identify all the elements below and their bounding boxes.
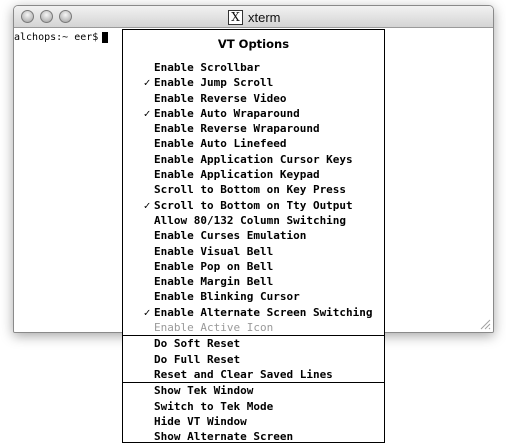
menu-item-label: Enable Application Cursor Keys bbox=[154, 152, 353, 166]
menu-item-switch-to-tek-mode[interactable] bbox=[123, 399, 384, 414]
checkmark-icon: ✓ bbox=[143, 76, 151, 90]
resize-grip-icon[interactable] bbox=[479, 318, 491, 330]
menu-item-label: Enable Blinking Cursor bbox=[154, 290, 300, 304]
text-cursor bbox=[102, 32, 108, 43]
menu-item-label: Do Soft Reset bbox=[154, 337, 241, 351]
menu-item-label: Show Tek Window bbox=[154, 384, 254, 398]
menu-item-label: Enable Jump Scroll bbox=[154, 76, 274, 90]
menu-item-label: Scroll to Bottom on Key Press bbox=[154, 183, 347, 197]
menu-item-enable-active-icon bbox=[123, 320, 384, 335]
menu-item-enable-application-keypad[interactable] bbox=[123, 167, 384, 182]
menu-item-enable-pop-on-bell[interactable] bbox=[123, 259, 384, 274]
x-icon: X bbox=[228, 10, 243, 25]
menu-item-label: Enable Reverse Video bbox=[154, 91, 287, 105]
checkmark-icon: ✓ bbox=[143, 198, 151, 212]
title-bar[interactable] bbox=[14, 6, 493, 28]
menu-item-enable-auto-linefeed[interactable] bbox=[123, 136, 384, 151]
shell-prompt: alchops:~ eer$ bbox=[14, 32, 99, 43]
menu-item-label: Enable Scrollbar bbox=[154, 61, 260, 74]
menu-item-hide-vt-window[interactable] bbox=[123, 414, 384, 429]
menu-item-label: Enable Active Icon bbox=[154, 321, 274, 335]
menu-item-scroll-to-bottom-on-key-press[interactable] bbox=[123, 182, 384, 197]
menu-item-do-full-reset[interactable] bbox=[123, 352, 384, 367]
menu-item-label: Enable Margin Bell bbox=[154, 275, 274, 289]
menu-item-label: Enable Curses Emulation bbox=[154, 229, 307, 243]
menu-item-enable-blinking-cursor[interactable] bbox=[123, 289, 384, 304]
close-window-button[interactable] bbox=[21, 10, 34, 23]
menu-item-label: Hide VT Window bbox=[154, 414, 247, 428]
menu-item-enable-scrollbar[interactable] bbox=[123, 60, 384, 75]
menu-item-show-tek-window[interactable] bbox=[123, 383, 384, 398]
menu-item-allow-80-132-column-switching[interactable] bbox=[123, 213, 384, 228]
menu-item-enable-application-cursor-keys[interactable] bbox=[123, 152, 384, 167]
menu-item-do-soft-reset[interactable] bbox=[123, 336, 384, 351]
menu-item-label: Scroll to Bottom on Tty Output bbox=[154, 198, 353, 212]
menu-item-label: Enable Alternate Screen Switching bbox=[154, 305, 373, 319]
menu-item-label: Reset and Clear Saved Lines bbox=[154, 367, 333, 381]
menu-item-enable-reverse-wraparound[interactable] bbox=[123, 121, 384, 136]
window-title: xterm bbox=[248, 9, 281, 25]
menu-item-label: Enable Auto Linefeed bbox=[154, 137, 287, 151]
menu-item-label: Enable Pop on Bell bbox=[154, 259, 274, 273]
menu-item-label: Enable Application Keypad bbox=[154, 168, 320, 182]
menu-item-enable-auto-wraparound[interactable] bbox=[123, 106, 384, 121]
zoom-window-button[interactable] bbox=[59, 10, 72, 23]
menu-item-enable-alternate-screen-switching[interactable] bbox=[123, 305, 384, 320]
vt-options-menu bbox=[122, 29, 385, 443]
menu-item-enable-jump-scroll[interactable] bbox=[123, 75, 384, 90]
menu-item-label: Switch to Tek Mode bbox=[154, 399, 274, 413]
checkmark-icon: ✓ bbox=[143, 106, 151, 120]
menu-item-label: Do Full Reset bbox=[154, 352, 241, 366]
checkmark-icon: ✓ bbox=[143, 305, 151, 319]
menu-item-label: Enable Auto Wraparound bbox=[154, 106, 300, 120]
menu-item-label: Enable Visual Bell bbox=[154, 244, 274, 258]
menu-item-label: Enable Reverse Wraparound bbox=[154, 122, 320, 136]
menu-item-show-alternate-screen[interactable] bbox=[123, 429, 384, 443]
menu-item-label: Show Alternate Screen bbox=[154, 430, 294, 443]
menu-item-enable-visual-bell[interactable] bbox=[123, 244, 384, 259]
minimize-window-button[interactable] bbox=[40, 10, 53, 23]
menu-item-enable-curses-emulation[interactable] bbox=[123, 228, 384, 243]
menu-item-reset-and-clear-saved-lines[interactable] bbox=[123, 367, 384, 382]
menu-title: VT Options bbox=[217, 37, 290, 51]
menu-item-enable-reverse-video[interactable] bbox=[123, 91, 384, 106]
menu-item-scroll-to-bottom-on-tty-output[interactable] bbox=[123, 198, 384, 213]
window-title-group bbox=[228, 9, 281, 25]
menu-item-enable-margin-bell[interactable] bbox=[123, 274, 384, 289]
menu-items bbox=[123, 60, 384, 443]
menu-item-label: Allow 80/132 Column Switching bbox=[154, 213, 347, 227]
